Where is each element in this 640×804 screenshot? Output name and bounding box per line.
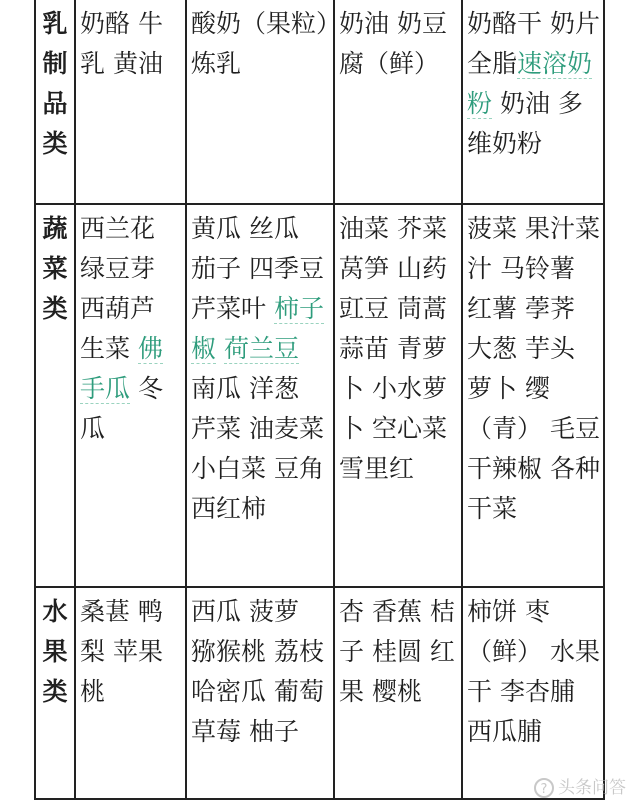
food-text: 奶酪干 奶片 全脂 [467, 9, 600, 78]
category-char: 品 [42, 89, 68, 118]
food-text: 冬瓜 [80, 374, 163, 443]
food-text: 奶油 多维奶粉 [467, 89, 583, 158]
food-cell [75, 0, 186, 204]
food-table [34, 0, 605, 800]
food-text: 油菜 芥菜 莴笋 山药 豇豆 茼蒿 蒜苗 青萝卜 小水萝卜 空心菜 雪里红 [339, 214, 447, 483]
food-text: 酸奶（果粒）炼乳 [191, 9, 329, 78]
food-cell [186, 204, 334, 587]
category-cell [35, 204, 75, 587]
category-char: 制 [42, 49, 68, 78]
food-cell [334, 0, 462, 204]
category-cell [35, 0, 75, 204]
food-link[interactable]: 佛手瓜 [80, 334, 163, 403]
food-text: 杏 香蕉 桔子 桂圆 红果 樱桃 [339, 597, 455, 706]
food-cell [462, 587, 604, 799]
food-text: 奶酪 牛乳 黄油 [80, 9, 163, 78]
food-text [216, 334, 224, 363]
food-cell [186, 587, 334, 799]
food-link[interactable]: 柿子椒 [191, 294, 324, 363]
food-text: 南瓜 洋葱 芹菜 油麦菜 小白菜 豆角 西红柿 [191, 374, 324, 523]
food-cell [462, 0, 604, 204]
category-char: 类 [42, 294, 68, 323]
table-row [35, 587, 604, 799]
food-cell [334, 204, 462, 587]
food-text: 奶油 奶豆腐（鲜） [339, 9, 447, 78]
category-char: 果 [42, 637, 68, 666]
food-text: 桑葚 鸭梨 苹果 桃 [80, 597, 163, 706]
category-char: 菜 [42, 254, 68, 283]
table-row [35, 204, 604, 587]
food-link[interactable]: 速溶奶粉 [467, 49, 593, 118]
food-cell [186, 0, 334, 204]
food-cell [75, 204, 186, 587]
food-cell [75, 587, 186, 799]
food-text: 黄瓜 丝瓜 茄子 四季豆 芹菜叶 [191, 214, 324, 323]
category-char: 水 [42, 597, 68, 626]
food-cell [462, 204, 604, 587]
category-char: 类 [42, 129, 68, 158]
table-row [35, 0, 604, 204]
category-cell [35, 587, 75, 799]
watermark-text: 头条问答 [558, 778, 626, 798]
category-char: 乳 [42, 9, 68, 38]
food-text: 西瓜 菠萝 猕猴桃 荔枝 哈密瓜 葡萄 草莓 柚子 [191, 597, 324, 746]
food-link[interactable]: 荷兰豆 [223, 334, 299, 363]
category-char: 蔬 [42, 214, 68, 243]
food-cell [334, 587, 462, 799]
answer-icon: ? [534, 778, 554, 798]
food-text: 菠菜 果汁菜汁 马铃薯 红薯 荸荠 大葱 芋头 萝卜 缨（青） 毛豆 干辣椒 各种干菜 [467, 214, 600, 523]
food-text: 柿饼 枣（鲜） 水果干 李杏脯 西瓜脯 [467, 597, 600, 746]
food-text: 西兰花 绿豆芽 西葫芦 生菜 [80, 214, 156, 363]
watermark [534, 773, 626, 798]
category-char: 类 [42, 677, 68, 706]
